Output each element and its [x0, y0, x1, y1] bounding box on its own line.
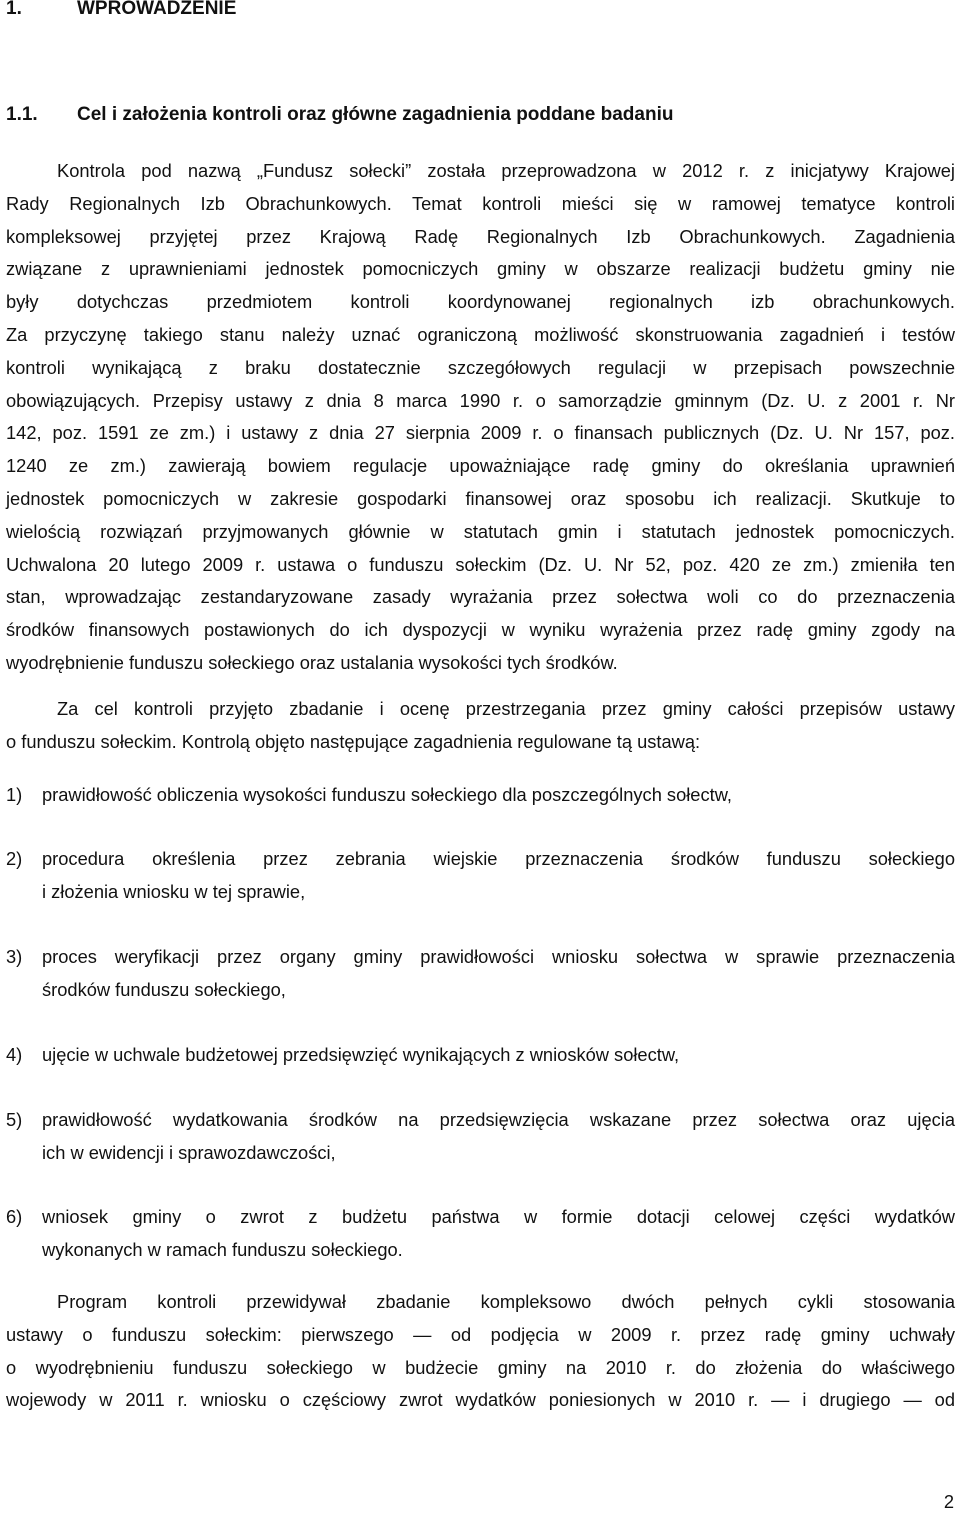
chapter-number: 1. [6, 0, 22, 19]
text-line: jednostek pomocniczych w zakresie gospodarki finansowej oraz sposobu ich realizacji. Skutkuje to [6, 487, 955, 509]
list-item [6, 779, 955, 812]
text-line: Uchwalona 20 lutego 2009 r. ustawa o funduszu sołeckim (Dz. U. Nr 52, poz. 420 ze zm.) zmieniła ten [6, 553, 955, 575]
text-line: ich w ewidencji i sprawozdawczości, [42, 1141, 336, 1163]
text-line: o funduszu sołeckim. Kontrolą objęto następujące zagadnienia regulowane tą ustawą: [6, 730, 701, 752]
text-line: Rady Regionalnych Izb Obrachunkowych. Temat kontroli mieści się w ramowej tematyce kontroli [6, 192, 955, 214]
list-marker: 2) [6, 848, 23, 869]
text-line: środków funduszu sołeckiego, [42, 978, 286, 1000]
page-number: 2 [943, 1491, 954, 1512]
text-line: procedura określenia przez zebrania wiejskie przeznaczenia środków funduszu sołeckiego [42, 848, 955, 869]
paragraph-program [6, 1286, 955, 1417]
text-line: 142, poz. 1591 ze zm.) i ustawy z dnia 27 sierpnia 2009 r. o finansach publicznych (Dz. U. Nr 157, poz. [6, 422, 955, 444]
text-line: wniosek gminy o zwrot z budżetu państwa w formie dotacji celowej części wydatków [42, 1206, 955, 1227]
text-line: prawidłowość wydatkowania środków na przedsięwzięcia wskazane przez sołectwa oraz ujęcia [42, 1109, 955, 1130]
text-line: wyodrębnienie funduszu sołeckiego oraz ustalania wysokości tych środków. [6, 651, 618, 673]
text-line: ujęcie w uchwale budżetowej przedsięwzięć wynikających z wniosków sołectw, [42, 1044, 680, 1065]
list-marker: 3) [6, 946, 23, 967]
text-line: były dotychczas przedmiotem kontroli koordynowanej regionalnych izb obrachunkowych. [6, 291, 955, 313]
chapter-heading [6, 0, 236, 21]
list-marker: 1) [6, 784, 23, 805]
text-line: Za przyczynę takiego stanu należy uznać ograniczoną możliwość skonstruowania zagadnień i testów [6, 323, 955, 345]
paragraph-intro [6, 155, 955, 680]
list-marker: 4) [6, 1044, 23, 1065]
text-line: prawidłowość obliczenia wysokości funduszu sołeckiego dla poszczególnych sołectw, [42, 784, 732, 805]
text-line: Za cel kontroli przyjęto zbadanie i ocenę przestrzegania przez gminy całości przepisów ustawy [57, 698, 955, 719]
text-line: kompleksowej przyjętej przez Krajową Radę Regionalnych Izb Obrachunkowych. Zagadnienia [6, 225, 955, 247]
text-line: kontroli wynikającą z braku dostatecznie szczegółowych regulacji w przepisach powszechnie [6, 356, 955, 378]
chapter-title: WPROWADZENIE [77, 0, 237, 19]
paragraph-goal [6, 693, 955, 759]
text-line: wykonanych w ramach funduszu sołeckiego. [42, 1238, 403, 1260]
text-line: Kontrola pod nazwą „Fundusz sołecki” została przeprowadzona w 2012 r. z inicjatywy Krajowej [57, 160, 955, 181]
text-line: obowiązujących. Przepisy ustawy z dnia 8 marca 1990 r. o samorządzie gminnym (Dz. U. z 2001 r. Nr [6, 389, 955, 411]
text-line: środków finansowych postawionych do ich dyspozycji w wyniku wyrażenia przez radę gminy zgody na [6, 619, 955, 641]
section-heading [6, 103, 673, 127]
section-title: Cel i założenia kontroli oraz główne zagadnienia poddane badaniu [77, 104, 674, 125]
text-line: o wyodrębnieniu funduszu sołeckiego w budżecie gminy na 2010 r. do złożenia do właściwego [6, 1356, 955, 1378]
list-marker: 5) [6, 1109, 23, 1130]
text-line: ustawy o funduszu sołeckim: pierwszego — od podjęcia w 2009 r. przez radę gminy uchwały [6, 1323, 955, 1345]
text-line: wielością rozwiązań przyjmowanych głównie w statutach gmin i statutach jednostek pomocniczych. [6, 520, 955, 542]
text-line: związane z uprawnieniami jednostek pomocniczych gminy w obszarze realizacji budżetu gminy nie [6, 258, 955, 280]
list-item [6, 1104, 955, 1170]
list-item [6, 1201, 955, 1267]
list-item [6, 843, 955, 909]
list-item [6, 1039, 955, 1072]
text-line: Program kontroli przewidywał zbadanie kompleksowo dwóch pełnych cykli stosowania [57, 1291, 955, 1312]
section-number: 1.1. [6, 104, 38, 125]
text-line: stan, wprowadzając zestandaryzowane zasady wyrażania przez sołectwa woli co do przeznaczenia [6, 586, 955, 608]
list-marker: 6) [6, 1206, 23, 1227]
text-line: wojewody w 2011 r. wniosku o częściowy zwrot wydatków poniesionych w 2010 r. — i drugiego — od [6, 1389, 955, 1411]
text-line: 1240 ze zm.) zawierają bowiem regulacje upoważniające radę gminy do określania uprawnień [6, 455, 955, 477]
text-line: i złożenia wniosku w tej sprawie, [42, 880, 306, 902]
text-line: proces weryfikacji przez organy gminy prawidłowości wniosku sołectwa w sprawie przeznaczenia [42, 946, 955, 967]
list-item [6, 941, 955, 1007]
